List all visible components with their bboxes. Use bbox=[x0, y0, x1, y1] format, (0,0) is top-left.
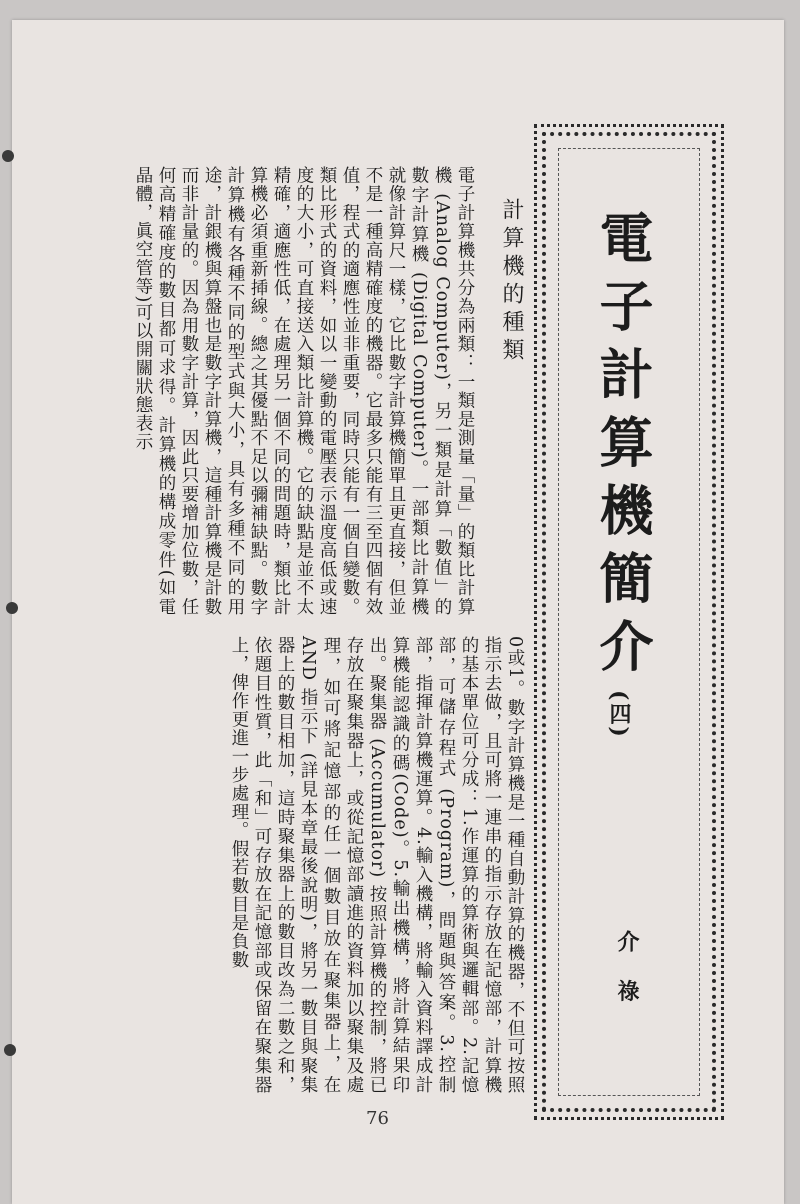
article-part: (四) bbox=[606, 690, 632, 739]
body-text-upper: 電子計算機共分為兩類：一類是測量「量」的類比計算機 (Analog Computer)，另一類是計算「數值」的數字計算機 (Digital Computer)。一部類比計算機就像計算尺一樣，它比數字計算機簡單且更直接，但並不是一種高精確度的機器。它最多只能有三至四個有效值，程式的適應性並非重要，同時只能有一個自變數。類比形式的資料，如以一變動的電壓表示溫度高低或速度的大小，可直接送入類比計算機。它的缺點是並不太精確，適應性低，在處理另一個不同的問題時，類比計算機必須重新揷線。總之其優點不足以彌補缺點。數字計算機有各種不同的型式與大小，具有多種不同的用途，計銀機與算盤也是數字計算機，這種計算機是計數而非計量的。因為用數字計算，因此只要增加位數，任何高精確度的數目都可求得。計算機的構成零件(如電晶體，眞空管等)可以開關狀態表示 bbox=[133, 166, 475, 616]
article-title: 電子計算機簡介 bbox=[591, 210, 655, 686]
article-author: 介 祿 bbox=[614, 930, 640, 1012]
document-page bbox=[12, 20, 784, 1204]
binding-hole-top bbox=[2, 150, 14, 162]
binding-hole-middle bbox=[6, 602, 18, 614]
section-heading: 計算機的種類 bbox=[499, 198, 524, 366]
binding-hole-bottom bbox=[4, 1044, 16, 1056]
page-number: 76 bbox=[366, 1108, 389, 1129]
body-text-lower: 0或1。數字計算機是一種自動計算的機器，不但可按照指示去做，且可將一連串的指示存放在記憶部，計算機的基本單位可分成：1.作運算的算術與邏輯部。2.記憶部，可儲存程式 (Program)，問題與答案。3.控制部，指揮計算機運算。4.輸入機構，將輸入資料譯成計算機能認識的碼(Code)。5.輸出機構，將計算結果印出。聚集器 (Accumulator) 按照計算機的控制，將已存放在聚集器上，或從記憶部讀進的資料加以聚集及處理，如可將記憶部的任一個數目放在聚集器上，在 AND 指示下 (詳見本章最後說明)，將另一數目與聚集器上的數目相加，這時聚集器上的數目改為二數之和，依題目性質，此「和」可存放在記憶部或保留在聚集器上，俾作更進一步處理。假若數目是負數 bbox=[229, 636, 525, 1094]
